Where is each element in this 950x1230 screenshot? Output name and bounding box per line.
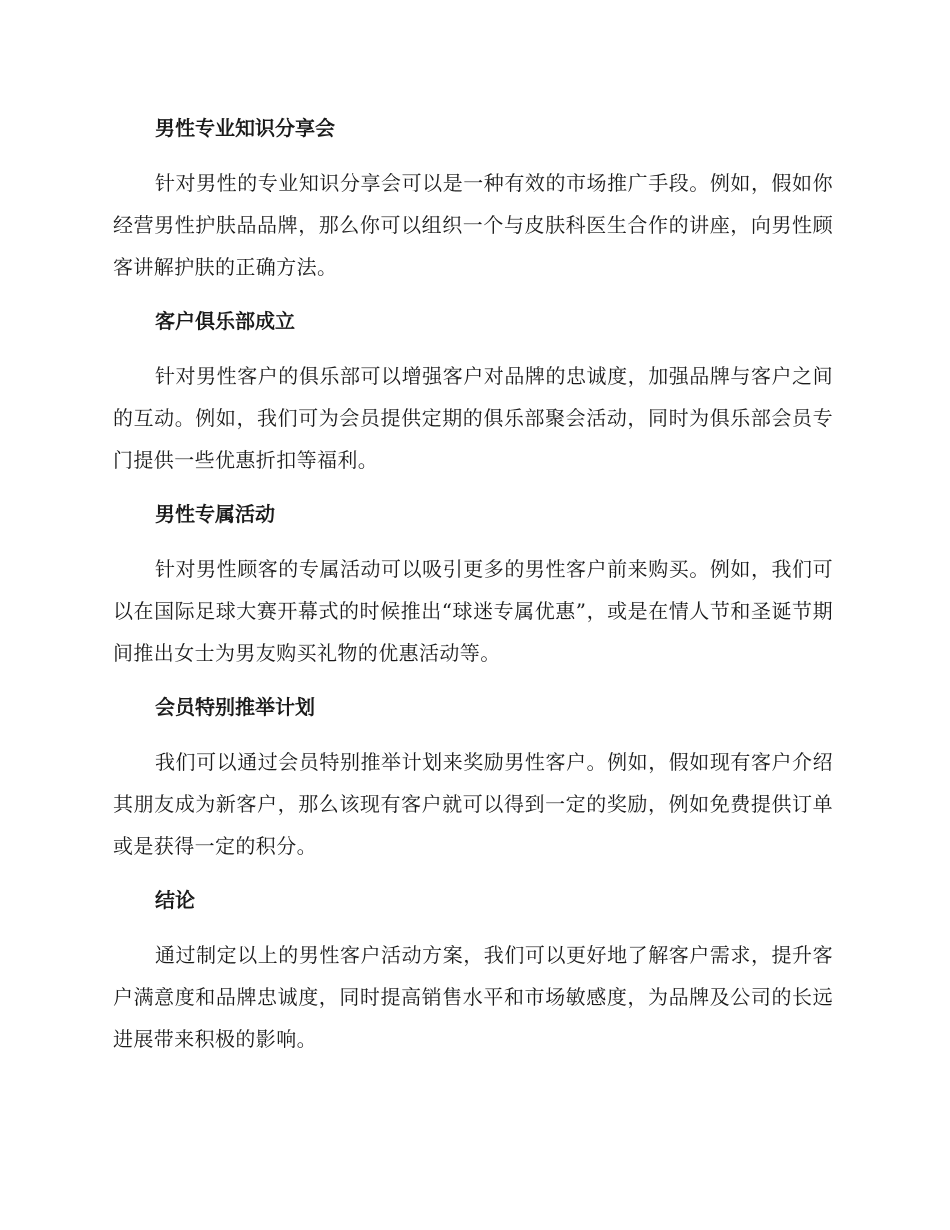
section-knowledge-sharing [113, 108, 833, 288]
document-content [113, 108, 833, 1073]
section-paragraph: 针对男性客户的俱乐部可以增强客户对品牌的忠诚度，加强品牌与客户之间的互动。例如，我们可为会员提供定期的俱乐部聚会活动，同时为俱乐部会员专门提供一些优惠折扣等福利。 [113, 364, 833, 472]
section-heading: 男性专属活动 [155, 502, 275, 526]
section-paragraph: 我们可以通过会员特别推举计划来奖励男性客户。例如，假如现有客户介绍其朋友成为新客户，那么该现有客户就可以得到一定的奖励，例如免费提供订单或是获得一定的积分。 [113, 750, 833, 858]
section-heading: 男性专业知识分享会 [155, 116, 335, 140]
section-referral-program [113, 687, 833, 867]
section-paragraph: 针对男性的专业知识分享会可以是一种有效的市场推广手段。例如，假如你经营男性护肤品品牌，那么你可以组织一个与皮肤科医生合作的讲座，向男性顾客讲解护肤的正确方法。 [113, 171, 833, 279]
section-conclusion [113, 880, 833, 1060]
section-paragraph: 通过制定以上的男性客户活动方案，我们可以更好地了解客户需求，提升客户满意度和品牌忠诚度，同时提高销售水平和市场敏感度，为品牌及公司的长远进展带来积极的影响。 [113, 943, 833, 1051]
section-heading: 客户俱乐部成立 [155, 309, 295, 333]
section-exclusive-events [113, 494, 833, 674]
section-customer-club [113, 301, 833, 481]
section-paragraph: 针对男性顾客的专属活动可以吸引更多的男性客户前来购买。例如，我们可以在国际足球大赛开幕式的时候推出“球迷专属优惠”，或是在情人节和圣诞节期间推出女士为男友购买礼物的优惠活动等。 [113, 557, 833, 665]
section-heading: 结论 [155, 888, 195, 912]
section-heading: 会员特别推举计划 [155, 695, 315, 719]
